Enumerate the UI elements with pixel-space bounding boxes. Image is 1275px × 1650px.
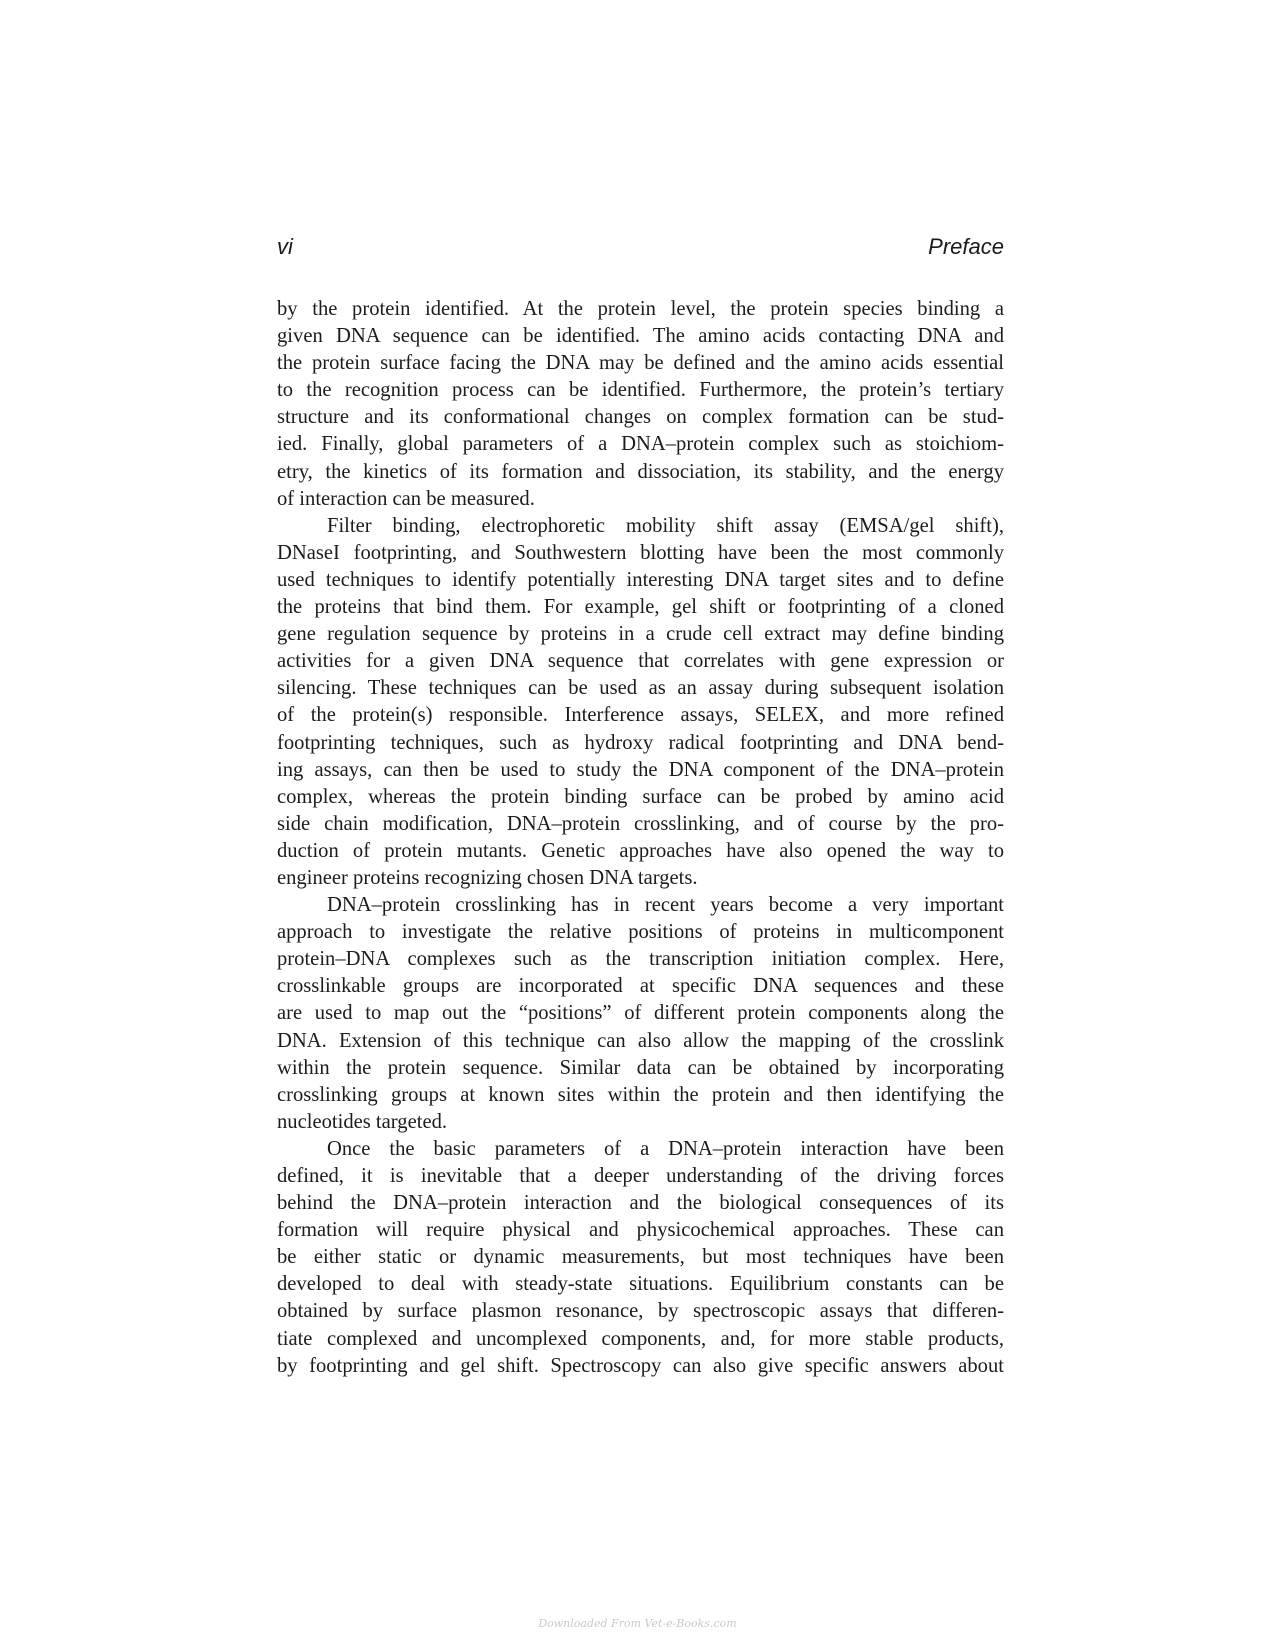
text-line: nucleotides targeted.: [277, 1110, 448, 1133]
section-title: Preface: [928, 234, 1004, 259]
text-line: protein–DNA complexes such as the transcription initiation complex. Here,: [277, 948, 1004, 971]
text-line: ied. Finally, global parameters of a DNA–protein complex such as stoichiom-: [277, 433, 1004, 456]
text-line: side chain modification, DNA–protein crosslinking, and of course by the pro-: [277, 812, 1004, 835]
text-line: Filter binding, electrophoretic mobility shift assay (EMSA/gel shift),: [327, 514, 1004, 537]
text-line: DNaseI footprinting, and Southwestern blotting have been the most commonly: [277, 541, 1004, 564]
text-line: gene regulation sequence by proteins in a crude cell extract may define binding: [277, 623, 1004, 646]
page-number: vi: [277, 234, 293, 259]
text-line: duction of protein mutants. Genetic approaches have also opened the way to: [277, 839, 1004, 862]
text-line: behind the DNA–protein interaction and the biological consequences of its: [277, 1192, 1004, 1215]
download-watermark: Downloaded From Vet-e-Books.com: [538, 1617, 737, 1630]
text-line: tiate complexed and uncomplexed components, and, for more stable products,: [277, 1327, 1004, 1350]
text-line: approach to investigate the relative positions of proteins in multicomponent: [277, 921, 1004, 944]
text-line: silencing. These techniques can be used as an assay during subsequent isolation: [277, 677, 1004, 700]
text-line: Once the basic parameters of a DNA–protein interaction have been: [327, 1137, 1004, 1160]
text-line: DNA–protein crosslinking has in recent years become a very important: [327, 894, 1004, 917]
text-line: structure and its conformational changes on complex formation can be stud-: [277, 406, 1004, 429]
text-line: obtained by surface plasmon resonance, by spectroscopic assays that differen-: [277, 1300, 1004, 1323]
text-line: by footprinting and gel shift. Spectroscopy can also give specific answers about: [277, 1354, 1004, 1377]
paragraph: [277, 1136, 1004, 1380]
text-line: crosslinkable groups are incorporated at specific DNA sequences and these: [277, 975, 1004, 998]
text-line: used techniques to identify potentially interesting DNA target sites and to define: [277, 568, 1004, 591]
text-line: given DNA sequence can be identified. The amino acids contacting DNA and: [277, 325, 1004, 348]
text-line: to the recognition process can be identified. Furthermore, the protein’s tertiary: [277, 379, 1004, 402]
text-line: DNA. Extension of this technique can also allow the mapping of the crosslink: [277, 1029, 1004, 1052]
text-line: be either static or dynamic measurements, but most techniques have been: [277, 1246, 1004, 1269]
body-text: [277, 296, 1004, 1380]
text-line: activities for a given DNA sequence that correlates with gene expression or: [277, 650, 1004, 673]
text-line: by the protein identified. At the protein level, the protein species binding a: [277, 298, 1004, 320]
text-line: within the protein sequence. Similar data can be obtained by incorporating: [277, 1056, 1004, 1079]
text-line: defined, it is inevitable that a deeper understanding of the driving forces: [277, 1165, 1004, 1187]
text-line: footprinting techniques, such as hydroxy radical footprinting and DNA bend-: [277, 731, 1004, 754]
paragraph: [277, 296, 1004, 513]
paragraph: [277, 892, 1004, 1136]
running-head: [277, 234, 1004, 268]
text-line: formation will require physical and physicochemical approaches. These can: [277, 1219, 1004, 1242]
text-line: etry, the kinetics of its formation and dissociation, its stability, and the energy: [277, 460, 1004, 483]
text-line: of the protein(s) responsible. Interference assays, SELEX, and more refined: [277, 704, 1004, 727]
text-line: complex, whereas the protein binding surface can be probed by amino acid: [277, 785, 1004, 808]
text-line: engineer proteins recognizing chosen DNA targets.: [277, 866, 698, 889]
text-line: developed to deal with steady-state situations. Equilibrium constants can be: [277, 1273, 1004, 1296]
text-line: ing assays, can then be used to study the DNA component of the DNA–protein: [277, 758, 1004, 781]
paragraph: [277, 513, 1004, 892]
text-line: the proteins that bind them. For example, gel shift or footprinting of a cloned: [277, 596, 1004, 619]
text-line: are used to map out the “positions” of different protein components along the: [277, 1002, 1004, 1025]
text-line: crosslinking groups at known sites within the protein and then identifying the: [277, 1083, 1004, 1106]
text-line: of interaction can be measured.: [277, 487, 535, 510]
text-line: the protein surface facing the DNA may be defined and the amino acids essential: [277, 352, 1004, 375]
